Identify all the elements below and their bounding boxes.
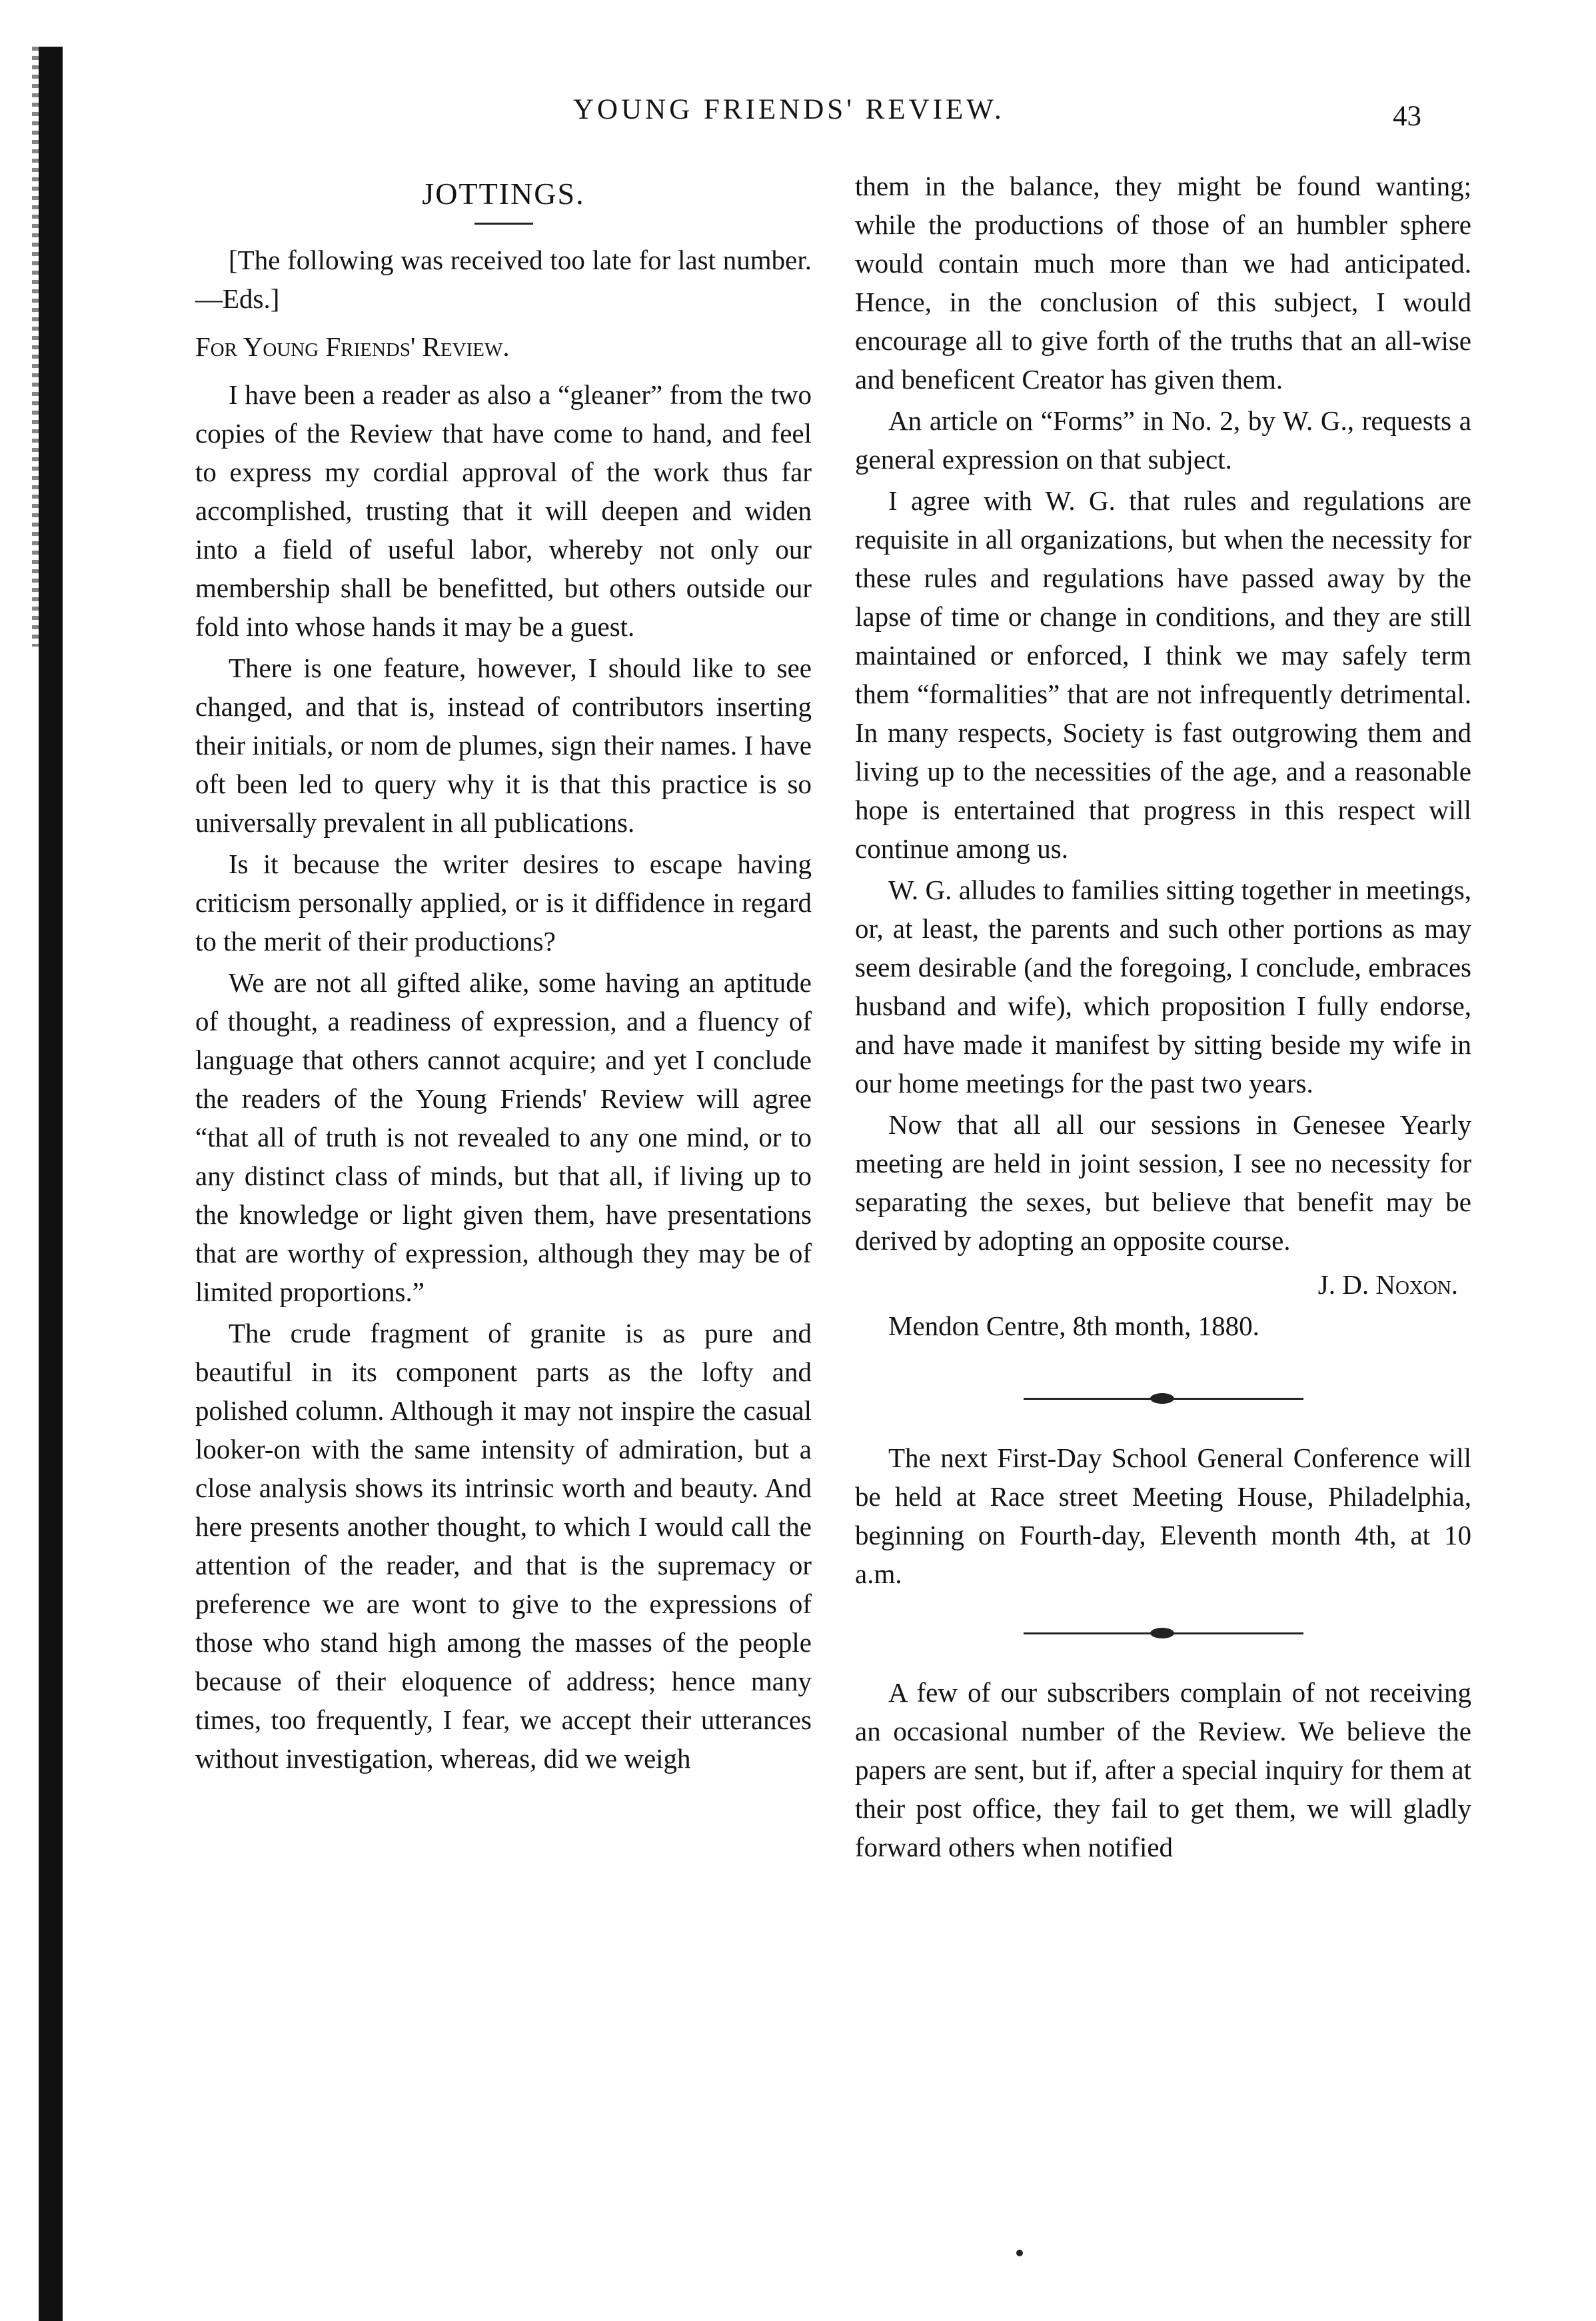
signature: J. D. Noxon. (1317, 1269, 1458, 1300)
paragraph: We are not all gifted alike, some having an aptitude of thought, a readiness of expression, and a fluency of language that others cannot acquire; and yet I conclude the readers of the Young Friends' Review will agree “that all of truth is not revealed to any one mind, or to any distinct class of minds, but that all, if living up to the knowledge or light given them, have presentations that are worthy of expression, although they may be of limited proportions.” (195, 967, 812, 1307)
ink-speck (1016, 2250, 1023, 2256)
divider (855, 1600, 1471, 1673)
paragraph: An article on “Forms” in No. 2, by W. G., requests a general expression on that subject. (855, 405, 1471, 475)
right-column (855, 167, 1471, 1873)
paragraph: Now that all all our sessions in Genesee Yearly meeting are held in joint session, I see no necessity for separating the sexes, but believe that benefit may be derived by adopting an opposite course. (855, 1109, 1471, 1256)
conference-notice: The next First-Day School General Conference will be held at Race street Meeting House, Philadelphia, beginning on Fourth-day, Eleventh month 4th, at 10 a.m. (855, 1442, 1471, 1589)
paragraph: I have been a reader as also a “gleaner” from the two copies of the Review that have come to hand, and feel to express my cordial approval of the work thus far accomplished, trusting that it will deepen and widen into a field of useful labor, whereby not only our membership shall be benefitted, but others outside our fold into whose hands it may be a guest. (195, 379, 812, 642)
left-column (195, 167, 812, 1780)
editor-note: [The following was received too late for last number.—Eds.] (195, 245, 812, 314)
binding-edge (39, 47, 63, 2321)
paragraph: Is it because the writer desires to escape having criticism personally applied, or is it diffidence in regard to the merit of their productions? (195, 849, 812, 957)
ornament-rule (1024, 1626, 1303, 1640)
heading-rule (474, 223, 533, 225)
running-title: YOUNG FRIENDS' REVIEW. (573, 94, 1005, 125)
divider (855, 1365, 1471, 1438)
paragraph: them in the balance, they might be found wanting; while the productions of those of an humbler sphere would contain much more than we had anticipated. Hence, in the conclusion of this subject, I would encourage all to give forth of the truths that an all-wise and beneficent Creator has given them. (855, 171, 1471, 395)
paragraph: There is one feature, however, I should like to see changed, and that is, instead of contributors inserting their initials, or nom de plumes, sign their names. I have oft been led to query why it is that this practice is so universally prevalent in all publications. (195, 653, 812, 838)
section-heading: JOTTINGS. (422, 177, 585, 211)
subscribers-notice: A few of our subscribers complain of not receiving an occasional number of the Review. We believe the papers are sent, but if, after a special inquiry for them at their post office, they fail to get them, we will gladly forward others when notified (855, 1677, 1471, 1862)
ornament-rule (1024, 1392, 1303, 1405)
paragraph: The crude fragment of granite is as pure and beautiful in its component parts as the lofty and polished column. Although it may not inspire the casual looker-on with the same intensity of admiration, but a close analysis shows its intrinsic worth and beauty. And here presents another thought, to which I would call the attention of the reader, and that is the supremacy or preference we are wont to give to the expressions of those who stand high among the masses of the people because of their eloquence of address; hence many times, too frequently, I fear, we accept their utterances without investigation, whereas, did we weigh (195, 1318, 812, 1774)
page-number: 43 (1393, 101, 1421, 132)
byline: For Young Friends' Review. (195, 331, 510, 362)
dateline: Mendon Centre, 8th month, 1880. (888, 1310, 1259, 1341)
paragraph: W. G. alludes to families sitting together in meetings, or, at least, the parents and such other portions as may seem desirable (and the foregoing, I conclude, embraces husband and wife), which proposition I fully endorse, and have made it manifest by sitting beside my wife in our home meetings for the past two years. (855, 875, 1471, 1099)
paragraph: I agree with W. G. that rules and regulations are requisite in all organizations, but when the necessity for these rules and regulations have passed away by the lapse of time or change in conditions, and they are still maintained or enforced, I think we may safely term them “formalities” that are not infrequently detrimental. In many respects, Society is fast outgrowing them and living up to the necessities of the age, and a reasonable hope is entertained that progress in this respect will continue among us. (855, 485, 1471, 864)
